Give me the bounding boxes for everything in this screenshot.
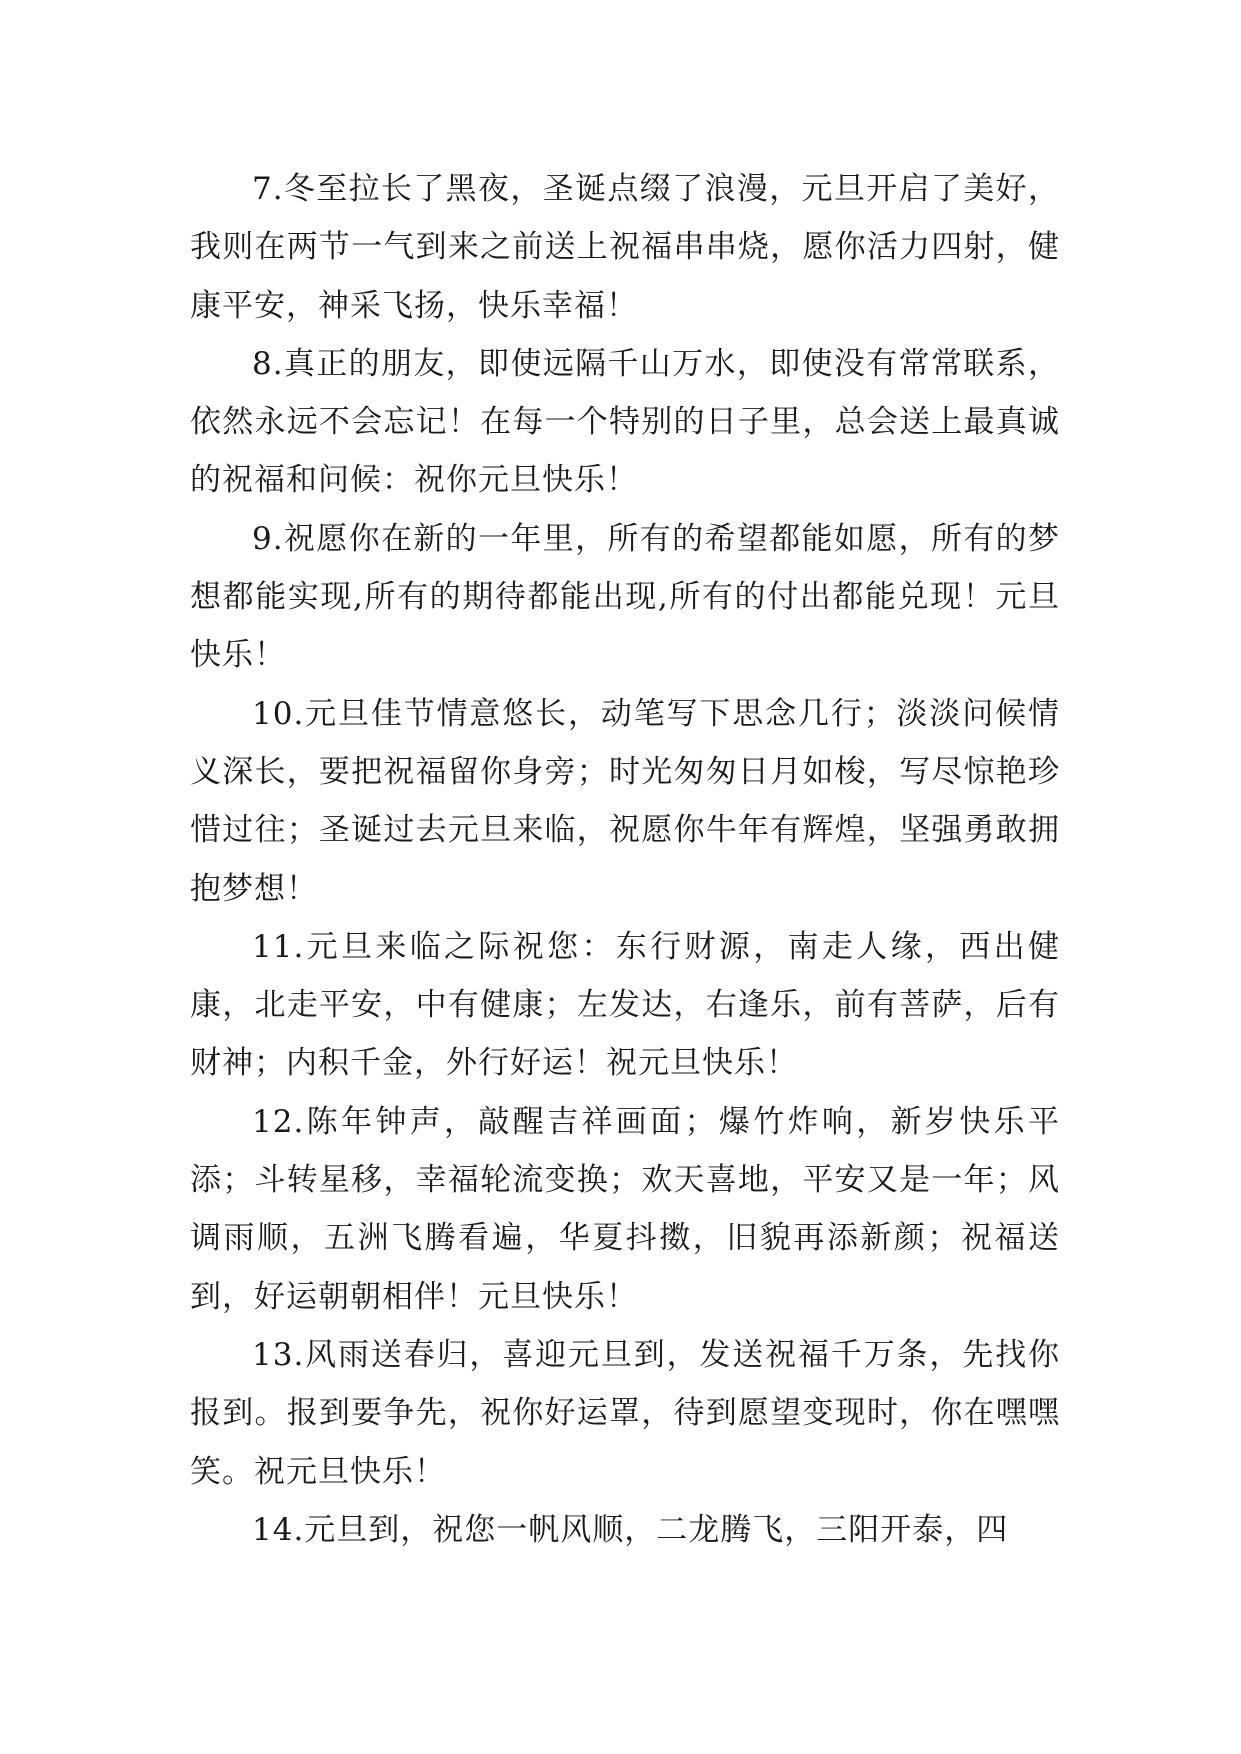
paragraph-12: 12.陈年钟声，敲醒吉祥画面；爆竹炸响，新岁快乐平添；斗转星移，幸福轮流变换；欢天喜地，平安又是一年；风调雨顺，五洲飞腾看遍，华夏抖擞，旧貌再添新颜；祝福送到，好运朝朝相伴！元旦快乐！ xyxy=(190,1103,1060,1315)
paragraph-10: 10.元旦佳节情意悠长，动笔写下思念几行；淡淡问候情义深长，要把祝福留你身旁；时光匆匆日月如梭，写尽惊艳珍惜过往；圣诞过去元旦来临，祝愿你牛年有辉煌，坚强勇敢拥抱梦想！ xyxy=(190,695,1060,907)
paragraph-9: 9.祝愿你在新的一年里，所有的希望都能如愿，所有的梦想都能实现,所有的期待都能出现,所有的付出都能兑现！元旦快乐！ xyxy=(190,520,1060,674)
paragraph-7: 7.冬至拉长了黑夜，圣诞点缀了浪漫，元旦开启了美好，我则在两节一气到来之前送上祝福串串烧，愿你活力四射，健康平安，神采飞扬，快乐幸福！ xyxy=(190,171,1060,324)
paragraph-14: 14.元旦到，祝您一帆风顺，二龙腾飞，三阳开泰，四 xyxy=(252,1511,1009,1548)
document-body xyxy=(190,160,1060,1559)
paragraph-11: 11.元旦来临之际祝您：东行财源，南走人缘，西出健康，北走平安，中有健康；左发达，右逢乐，前有菩萨，后有财神；内积千金，外行好运！祝元旦快乐！ xyxy=(190,928,1060,1082)
paragraph-8: 8.真正的朋友，即使远隔千山万水，即使没有常常联系，依然永远不会忘记！在每一个特别的日子里，总会送上最真诚的祝福和问候：祝你元旦快乐！ xyxy=(190,345,1060,499)
paragraph-13: 13.风雨送春归，喜迎元旦到，发送祝福千万条，先找你报到。报到要争先，祝你好运罩，待到愿望变现时，你在嘿嘿笑。祝元旦快乐！ xyxy=(190,1336,1060,1490)
